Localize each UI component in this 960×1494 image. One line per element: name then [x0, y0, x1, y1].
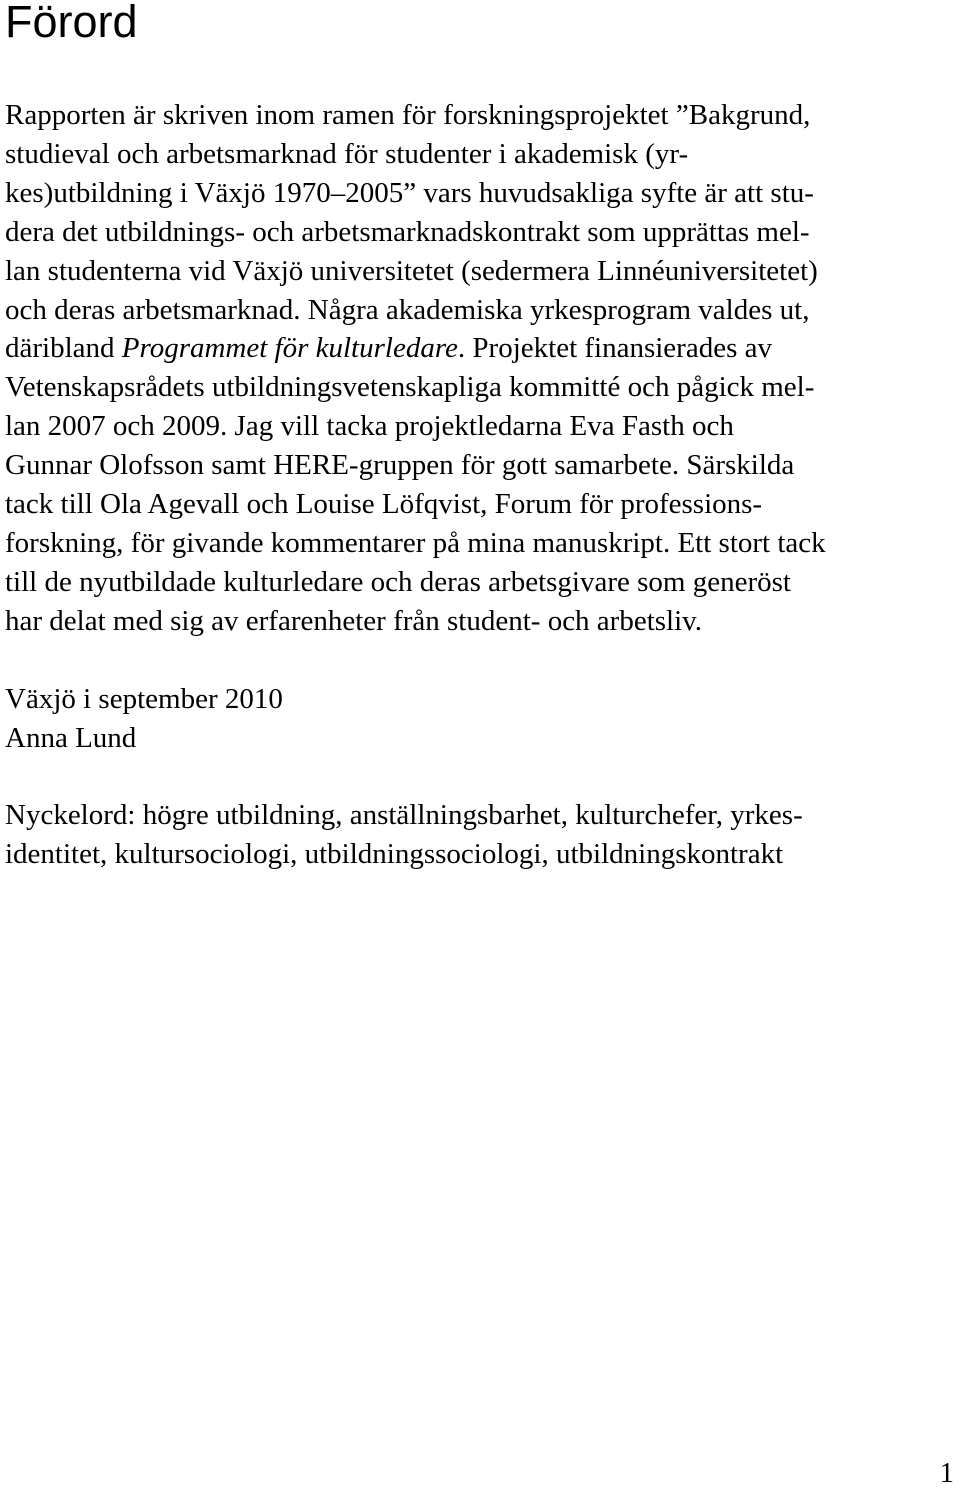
page-number: 1: [939, 1457, 954, 1489]
body-text: . Projektet finansierades av: [457, 332, 772, 365]
body-line: kes)utbildning i Växjö 1970–2005” vars huvudsakliga syfte är att stu-: [5, 176, 814, 209]
body-line: forskning, för givande kommentarer på mina manuskript. Ett stort tack: [5, 526, 826, 559]
body-line: lan 2007 och 2009. Jag vill tacka projektledarna Eva Fasth och: [5, 410, 734, 443]
body-line: Vetenskapsrådets utbildningsvetenskapliga kommitté och pågick mel-: [5, 371, 815, 404]
signature-block: [5, 680, 283, 758]
author-name: Anna Lund: [5, 721, 137, 754]
body-line: Gunnar Olofsson samt HERE-gruppen för gott samarbete. Särskilda: [5, 449, 795, 482]
programme-title: Programmet för kulturledare: [121, 332, 458, 365]
body-line: lan studenterna vid Växjö universitetet (sedermera Linnéuniversitetet): [5, 254, 818, 287]
body-text: däribland: [5, 332, 122, 365]
body-line: till de nyutbildade kulturledare och deras arbetsgivare som generöst: [5, 565, 791, 598]
body-line: dera det utbildnings- och arbetsmarknadskontrakt som upprättas mel-: [5, 215, 810, 248]
body-line: [5, 329, 955, 368]
page-title: Förord: [5, 0, 138, 47]
body-line: tack till Ola Agevall och Louise Löfqvist, Forum för professions-: [5, 488, 763, 521]
body-line: har delat med sig av erfarenheter från student- och arbetsliv.: [5, 604, 703, 637]
keywords: [5, 796, 955, 874]
body-line: och deras arbetsmarknad. Några akademiska yrkesprogram valdes ut,: [5, 293, 810, 326]
keywords-line: identitet, kultursociologi, utbildningssociologi, utbildningskontrakt: [5, 837, 784, 870]
body-line: Rapporten är skriven inom ramen för forskningsprojektet ”Bakgrund,: [5, 99, 811, 131]
place-date: Växjö i september 2010: [5, 683, 283, 715]
keywords-line: Nyckelord: högre utbildning, anställningsbarhet, kulturchefer, yrkes-: [5, 799, 803, 831]
body-line: studieval och arbetsmarknad för studenter i akademisk (yr-: [5, 137, 689, 170]
body-paragraph: [5, 96, 955, 641]
